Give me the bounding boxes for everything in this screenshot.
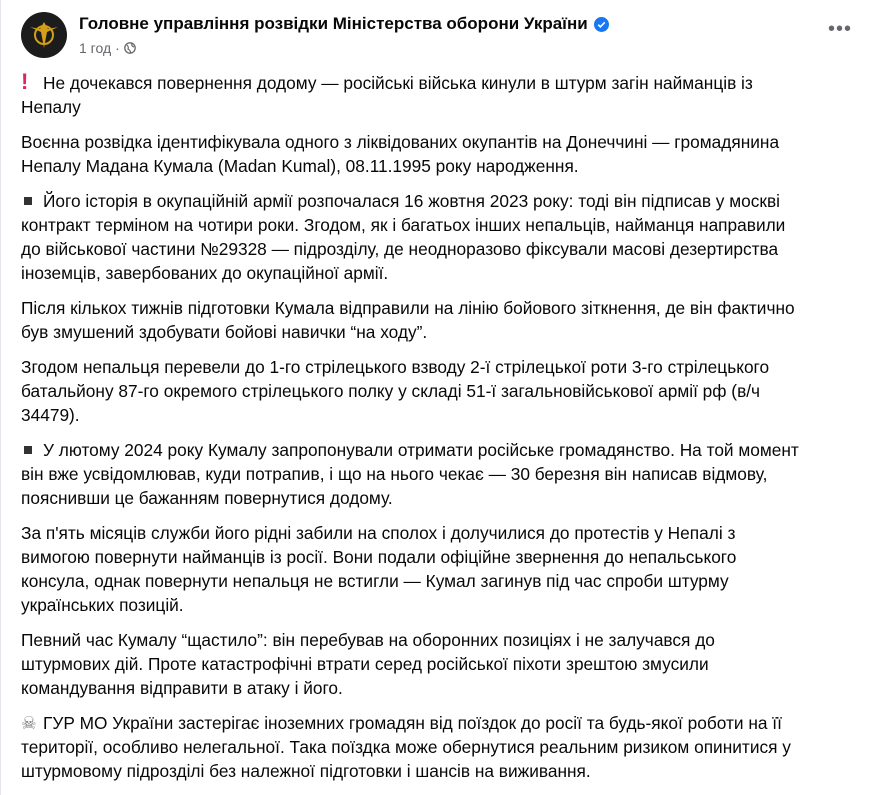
post-body xyxy=(21,70,871,794)
post-text-line: був змушений здобувати бойові навички “на ходу”. xyxy=(21,322,428,342)
page-name-link[interactable] xyxy=(79,14,609,34)
post-text-line: 34479). xyxy=(21,405,80,425)
post-text-line: штурмових дій. Проте катастрофічні втрати серед російської піхоти зрештою змусили xyxy=(21,654,709,674)
post-text-line: Непалу Мадана Кумала (Madan Kumal), 08.11.1995 року народження. xyxy=(21,156,579,176)
post-text-line: Його історія в окупаційній армії розпочалася 16 жовтня 2023 року: тоді він підписав у москві xyxy=(43,191,780,211)
post-text-line: штурмовому підрозділі без належної підготовки і шансів на виживання. xyxy=(21,761,591,781)
post-text-line: Згодом непальця перевели до 1-го стрілецького взводу 2-ї стрілецької роти 3-го стрілецького xyxy=(21,357,770,377)
post-text-line: Непалу xyxy=(21,97,81,117)
post-paragraph xyxy=(21,628,871,700)
post-paragraph xyxy=(21,711,871,783)
post-text-line: до військової частини №29328 — підрозділу, де неодноразово фіксували масові дезертирства xyxy=(21,239,779,259)
post-text-line: батальйону 87-го окремого стрілецького полку у складі 51-ї загальновійськової армії рф (в/ч xyxy=(21,381,761,401)
post-paragraph xyxy=(21,521,871,617)
verified-badge-icon xyxy=(594,17,609,32)
post-text-line: Не дочекався повернення додому — російські війська кинули в штурм загін найманців із xyxy=(43,73,753,93)
gur-logo-icon xyxy=(27,18,61,52)
post-time[interactable]: 1 год xyxy=(79,40,112,56)
post-header xyxy=(21,12,882,62)
post-paragraph xyxy=(21,130,871,178)
meta-separator: · xyxy=(115,40,120,56)
square-bullet-icon xyxy=(24,446,32,454)
post-text-line: Певний час Кумалу “щастило”: він перебував на оборонних позиціях і не залучався до xyxy=(21,630,715,650)
post-text-line: командування відправити в атаку і його. xyxy=(21,678,343,698)
post-text-line: території, особливо нелегальної. Така поїздка може обернутися реальним ризиком опинитися у xyxy=(21,737,791,757)
post-text-line: За п'ять місяців служби його рідні забили на сполох і долучилися до протестів у Непалі з xyxy=(21,523,736,543)
post-text-line: ГУР МО України застерігає іноземних громадян від поїздок до росії та будь-якої роботи на її xyxy=(43,713,782,733)
post-text-line: Після кількох тижнів підготовки Кумала відправили на лінію бойового зіткнення, де він фактично xyxy=(21,298,795,318)
post-text-line: іноземців, завербованих до окупаційної армії. xyxy=(21,263,389,283)
post-text-line: вимогою повернути найманців із росії. Вони подали офіційне звернення до непальського xyxy=(21,547,737,567)
exclamation-icon: ! xyxy=(21,69,29,94)
post-text-line: він вже усвідомлював, куди потрапив, і що на нього чекає — 30 березня він написав відмову, xyxy=(21,464,768,484)
post-paragraph xyxy=(21,438,871,510)
post-paragraph xyxy=(21,189,871,285)
globe-icon xyxy=(124,42,136,54)
post-text-line: У лютому 2024 року Кумалу запропонували отримати російське громадянство. На той момент xyxy=(43,440,799,460)
square-bullet-icon xyxy=(24,197,32,205)
post-paragraph xyxy=(21,296,871,344)
skull-icon: ☠ xyxy=(21,713,37,733)
more-options-button[interactable]: ••• xyxy=(827,18,852,40)
post-paragraph xyxy=(21,355,871,427)
post-meta xyxy=(79,40,136,56)
page-name[interactable]: Головне управління розвідки Міністерства оборони України xyxy=(79,14,588,33)
post-text-line: консула, однак повернути непальця не встигли — Кумал загинув під час спроби штурму xyxy=(21,571,729,591)
post-text-line: контракт терміном на чотири роки. Згодом, як і багатьох інших непальців, найманця направили xyxy=(21,215,786,235)
post-text-line: пояснивши це бажанням повернутися додому. xyxy=(21,488,393,508)
post-paragraph xyxy=(21,70,871,119)
post-text-line: українських позицій. xyxy=(21,595,184,615)
page-avatar[interactable] xyxy=(21,12,67,58)
post-text-line: Воєнна розвідка ідентифікувала одного з ліквідованих окупантів на Донеччині — громадянина xyxy=(21,132,780,152)
